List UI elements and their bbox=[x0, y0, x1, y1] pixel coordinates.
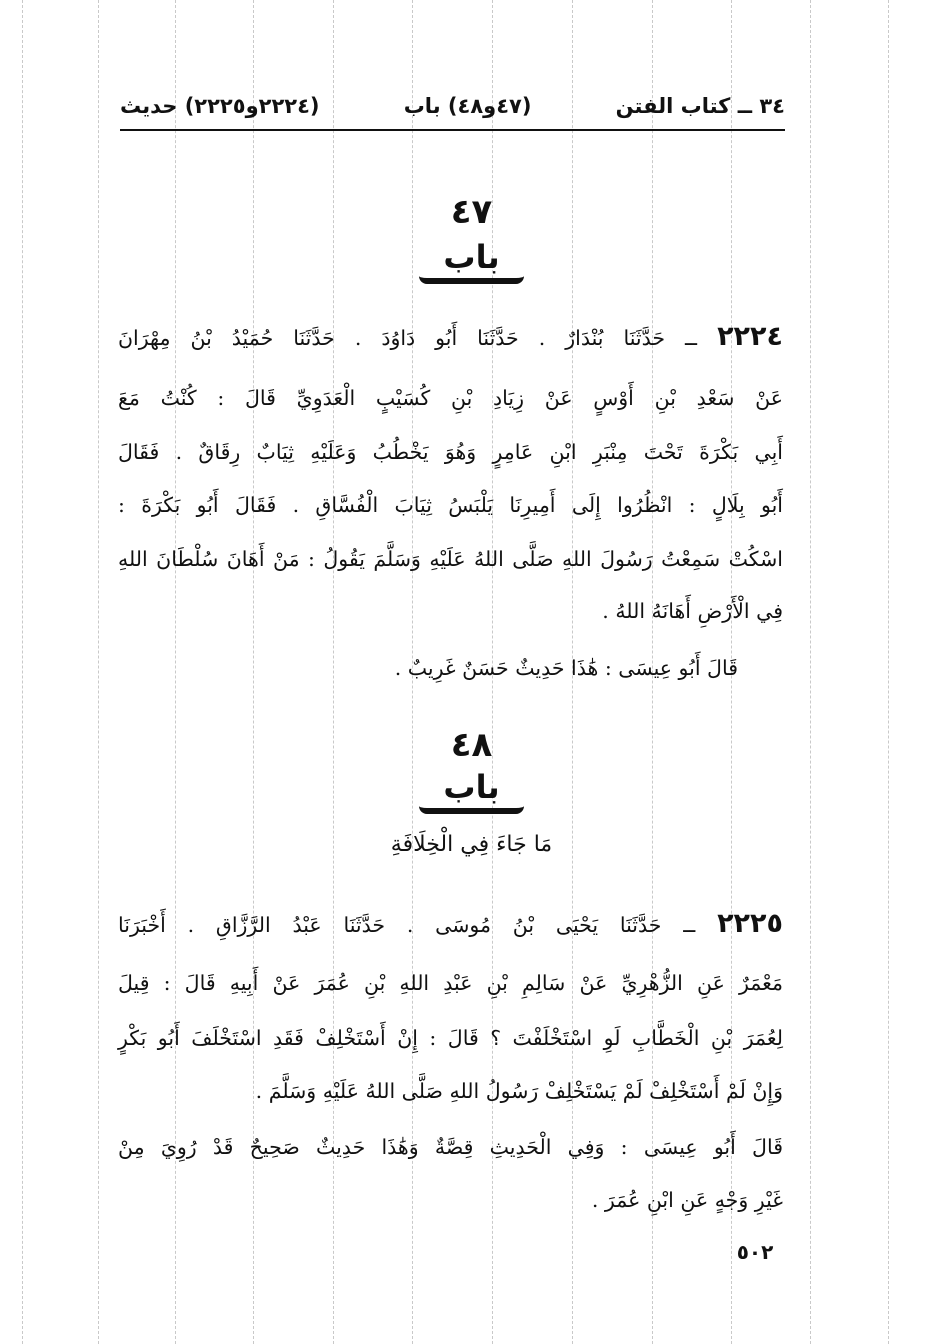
chapter-number: ٤٨ bbox=[450, 725, 493, 765]
hadith-number: ٢٢٢٤ bbox=[717, 321, 783, 352]
hadith-line: فِي الْأَرْضِ أَهَانَهُ اللهُ . bbox=[602, 599, 783, 623]
hadith-comment: قَالَ أَبُو عِيسَى : وَفِي الْحَدِيثِ قِصَّةٌ وَهَٰذَا حَدِيثٌ صَحِيحٌ قَدْ رُوِيَ مِنْ bbox=[118, 1135, 783, 1159]
running-header bbox=[120, 88, 785, 124]
hadith-number: ٢٢٢٥ bbox=[717, 908, 783, 939]
hadith-line: وَإِنْ لَمْ أَسْتَخْلِفْ لَمْ يَسْتَخْلِفْ رَسُولُ اللهِ صَلَّى اللهُ عَلَيْهِ وَسَلَّمَ . bbox=[255, 1079, 783, 1103]
page-number: ٥٠٢ bbox=[736, 1240, 774, 1264]
hadith-line: لِعُمَرَ بْنِ الْخَطَّابِ لَوِ اسْتَخْلَفْتَ ؟ قَالَ : إِنْ أَسْتَخْلِفْ فَقَدِ اسْتَخْلَفَ أَبُو بَكْرٍ bbox=[118, 1026, 783, 1050]
hadith-comment: قَالَ أَبُو عِيسَى : هَٰذَا حَدِيثٌ حَسَنٌ غَرِيبٌ . bbox=[394, 656, 738, 680]
hadith-text: ــ حَدَّثَنَا يَحْيَى بْنُ مُوسَى . حَدَّثَنَا عَبْدُ الرَّزَّاقِ . أَخْبَرَنَا bbox=[118, 913, 696, 937]
header-rule bbox=[120, 129, 785, 131]
hadith-line bbox=[118, 317, 783, 357]
chapter-heading bbox=[0, 768, 943, 814]
bab-label: باب bbox=[419, 768, 523, 814]
hadith-line bbox=[118, 904, 783, 944]
hadith-line: اسْكُتْ سَمِعْتُ رَسُولَ اللهِ صَلَّى اللهُ عَلَيْهِ وَسَلَّمَ يَقُولُ : مَنْ أَهَانَ سُلْطَانَ اللهِ bbox=[118, 547, 783, 571]
hadith-comment: غَيْرِ وَجْهٍ عَنِ ابْنِ عُمَرَ . bbox=[591, 1188, 783, 1212]
hadith-line: عَنْ سَعْدِ بْنِ أَوْسٍ عَنْ زِيَادِ بْنِ كُسَيْبٍ الْعَدَوِيِّ قَالَ : كُنْتُ مَعَ bbox=[118, 386, 783, 410]
hadith-line: أَبِي بَكْرَةَ تَحْتَ مِنْبَرِ ابْنِ عَامِرٍ وَهُوَ يَخْطُبُ وَعَلَيْهِ ثِيَابٌ رِقَاقٌ . فَقَالَ bbox=[118, 440, 783, 464]
hadith-text: ــ حَدَّثَنَا بُنْدَارٌ . حَدَّثَنَا أَبُو دَاوُدَ . حَدَّثَنَا حُمَيْدُ بْنُ مِهْرَانَ bbox=[118, 326, 698, 350]
chapter-title: مَا جَاءَ فِي الْخِلَافَةِ bbox=[390, 832, 553, 857]
header-hadith-range: (٢٢٢٤و٢٢٢٥) حديث bbox=[120, 94, 320, 118]
hadith-line: أَبُو بِلَالٍ : انْظُرُوا إِلَى أَمِيرِنَا يَلْبَسُ ثِيَابَ الْفُسَّاقِ . فَقَالَ أَبُو بَكْرَةَ : bbox=[118, 493, 783, 517]
chapter-number: ٤٧ bbox=[450, 192, 493, 232]
header-chapter-range: (٤٧و٤٨) باب bbox=[403, 94, 532, 118]
hadith-line: مَعْمَرٌ عَنِ الزُّهْرِيِّ عَنْ سَالِمِ بْنِ عَبْدِ اللهِ بْنِ عُمَرَ عَنْ أَبِيهِ قَالَ : قِيلَ bbox=[118, 971, 783, 995]
chapter-heading bbox=[0, 238, 943, 284]
bab-label: باب bbox=[419, 238, 523, 284]
header-book-title: ٣٤ ــ كتاب الفتن bbox=[615, 94, 785, 118]
